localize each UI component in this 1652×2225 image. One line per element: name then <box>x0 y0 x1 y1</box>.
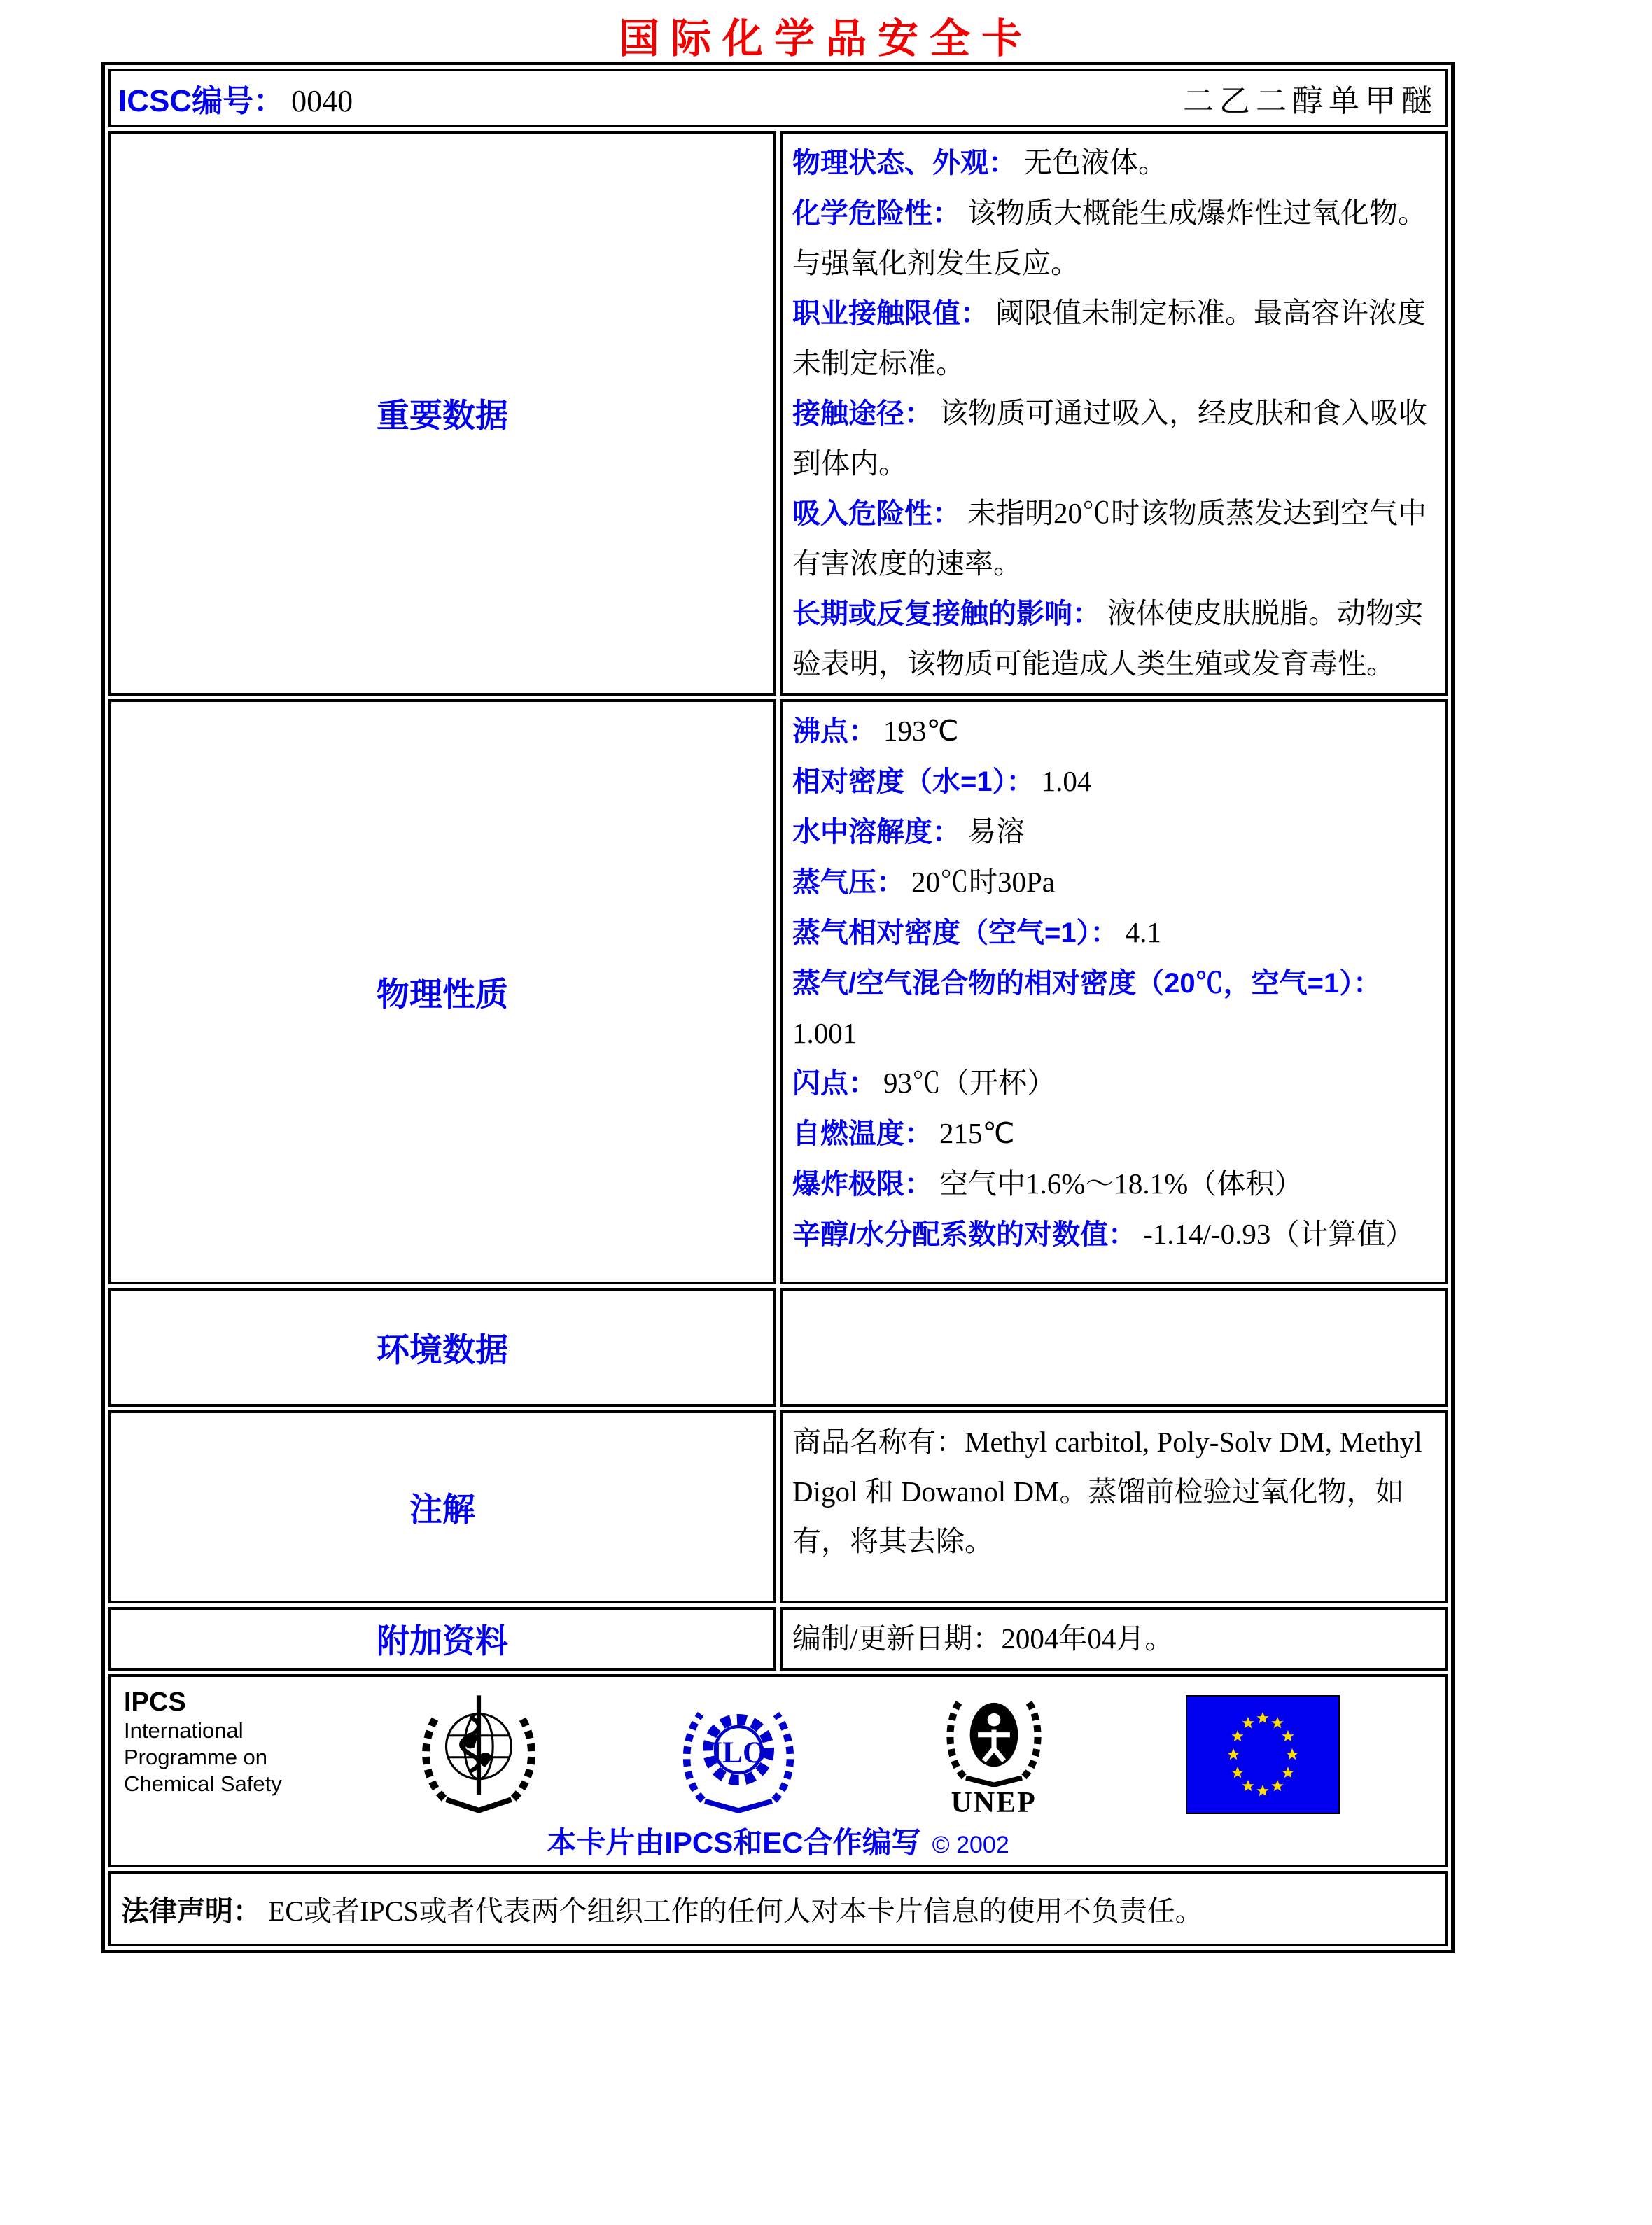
property-line <box>792 1209 1435 1260</box>
header-row <box>108 69 1448 127</box>
icsc-number-group <box>118 76 353 120</box>
eu-flag-box <box>1186 1695 1340 1818</box>
property-label: 相对密度（水=1）： <box>792 766 1035 797</box>
important-data-row <box>108 131 1448 696</box>
property-label: 爆炸极限： <box>792 1169 932 1200</box>
property-value: 未指明20℃时该物质蒸发达到空气中有害浓度的速率。 <box>792 497 1427 580</box>
property-line <box>792 908 1435 958</box>
property-line <box>792 188 1435 288</box>
property-value: 1.04 <box>1041 765 1092 797</box>
section-label-additional-info: 附加资料 <box>108 1607 776 1671</box>
property-label: 接触途径： <box>792 398 932 429</box>
section-label-notes: 注解 <box>108 1410 776 1603</box>
property-label: 蒸气/空气混合物的相对密度（20℃，空气=1）： <box>792 968 1382 999</box>
header-cell <box>108 69 1448 127</box>
property-line <box>792 1614 1435 1664</box>
logos-row <box>108 1674 1448 1867</box>
property-value: 该物质大概能生成爆炸性过氧化物。与强氧化剂发生反应。 <box>792 197 1427 279</box>
property-line <box>792 757 1435 807</box>
property-value: 空气中1.6%～18.1%（体积） <box>939 1167 1303 1200</box>
section-label-physical-properties: 物理性质 <box>108 699 776 1284</box>
property-line <box>792 288 1435 388</box>
property-label: 职业接触限值： <box>792 298 988 329</box>
credit-line <box>111 1820 1445 1862</box>
chemical-name: 二乙二醇单甲醚 <box>1183 84 1438 118</box>
property-label: 吸入危险性： <box>792 498 960 529</box>
ipcs-abbr: IPCS <box>124 1687 186 1717</box>
ipcs-line-2: Programme on <box>124 1745 268 1769</box>
property-line <box>792 1159 1435 1209</box>
property-line <box>792 138 1435 188</box>
page-title: 国际化学品安全卡 <box>618 16 1033 62</box>
section-content-additional-info <box>780 1607 1448 1671</box>
legal-text: EC或者IPCS或者代表两个组织工作的任何人对本卡片信息的使用不负责任。 <box>268 1895 1203 1927</box>
unep-caption: UNEP <box>951 1787 1037 1819</box>
property-label: 蒸气压： <box>792 867 904 898</box>
property-label: 辛醇/水分配系数的对数值： <box>792 1219 1137 1250</box>
credit-text: 本卡片由IPCS和EC合作编写 <box>547 1826 921 1859</box>
icsc-number-value: 0040 <box>291 84 354 118</box>
property-value: 易溶 <box>967 815 1025 848</box>
legal-label: 法律声明： <box>121 1895 261 1927</box>
who-logo-icon <box>414 1687 544 1817</box>
property-value: 1.001 <box>792 1017 858 1049</box>
property-value: 该物质可通过吸入，经皮肤和食入吸收到体内。 <box>792 397 1427 479</box>
legal-row <box>108 1871 1448 1946</box>
eu-flag-icon <box>1186 1695 1340 1814</box>
notes-row <box>108 1410 1448 1603</box>
property-label: 蒸气相对密度（空气=1）： <box>792 918 1119 948</box>
property-label: 沸点： <box>792 716 876 747</box>
property-line <box>792 857 1435 908</box>
property-value: 无色液体。 <box>1023 146 1167 178</box>
property-label: 化学危险性： <box>792 198 960 229</box>
section-label-environmental-data: 环境数据 <box>108 1288 776 1407</box>
property-label: 长期或反复接触的影响： <box>792 598 1100 629</box>
property-value: 4.1 <box>1125 916 1161 948</box>
property-value: 编制/更新日期：2004年04月。 <box>792 1622 1174 1655</box>
property-value: 液体使皮肤脱脂。动物实验表明，该物质可能造成人类生殖或发育毒性。 <box>792 597 1423 680</box>
property-line <box>792 958 1435 1058</box>
property-line <box>792 388 1435 489</box>
property-line <box>792 589 1435 689</box>
property-value: 215℃ <box>939 1117 1015 1149</box>
property-line <box>792 1109 1435 1159</box>
property-label: 水中溶解度： <box>792 817 960 848</box>
property-line <box>792 489 1435 589</box>
ipcs-line-1: International <box>124 1718 244 1743</box>
ilo-logo-text: ILO <box>710 1736 767 1769</box>
property-label: 物理状态、外观： <box>792 148 1016 178</box>
property-line <box>792 807 1435 857</box>
environmental-data-row <box>108 1288 1448 1407</box>
section-label-important-data: 重要数据 <box>108 131 776 696</box>
unep-logo-icon <box>934 1687 1054 1787</box>
property-label: 自燃温度： <box>792 1118 932 1149</box>
icsc-card-table <box>102 62 1455 1953</box>
property-line <box>792 1417 1435 1566</box>
property-value: 商品名称有：Methyl carbitol, Poly-Solv DM, Methyl Digol 和 Dowanol DM。蒸馏前检验过氧化物，如有，将其去除。 <box>792 1426 1422 1557</box>
legal-cell <box>108 1871 1448 1946</box>
physical-properties-row <box>108 699 1448 1284</box>
icsc-number-label: ICSC编号： <box>118 84 285 118</box>
logos-cell <box>108 1674 1448 1867</box>
property-label: 闪点： <box>792 1068 876 1099</box>
ipcs-line-3: Chemical Safety <box>124 1771 282 1796</box>
section-content-environmental-data <box>780 1288 1448 1407</box>
unep-logo-block <box>934 1687 1054 1820</box>
section-content-notes <box>780 1410 1448 1603</box>
property-value: -1.14/-0.93（计算值） <box>1143 1218 1415 1250</box>
property-line <box>792 1058 1435 1109</box>
property-value: 阈限值未制定标准。最高容许浓度未制定标准。 <box>792 297 1426 379</box>
section-content-physical-properties <box>780 699 1448 1284</box>
additional-info-row <box>108 1607 1448 1671</box>
property-value: 20℃时30Pa <box>911 866 1055 898</box>
property-value: 193℃ <box>883 715 959 747</box>
ipcs-text-block <box>124 1687 282 1797</box>
section-content-important-data <box>780 131 1448 696</box>
property-value: 93℃（开杯） <box>883 1067 1056 1099</box>
property-line <box>792 706 1435 757</box>
ilo-logo-icon <box>676 1687 802 1817</box>
copyright-text: © 2002 <box>932 1832 1009 1858</box>
